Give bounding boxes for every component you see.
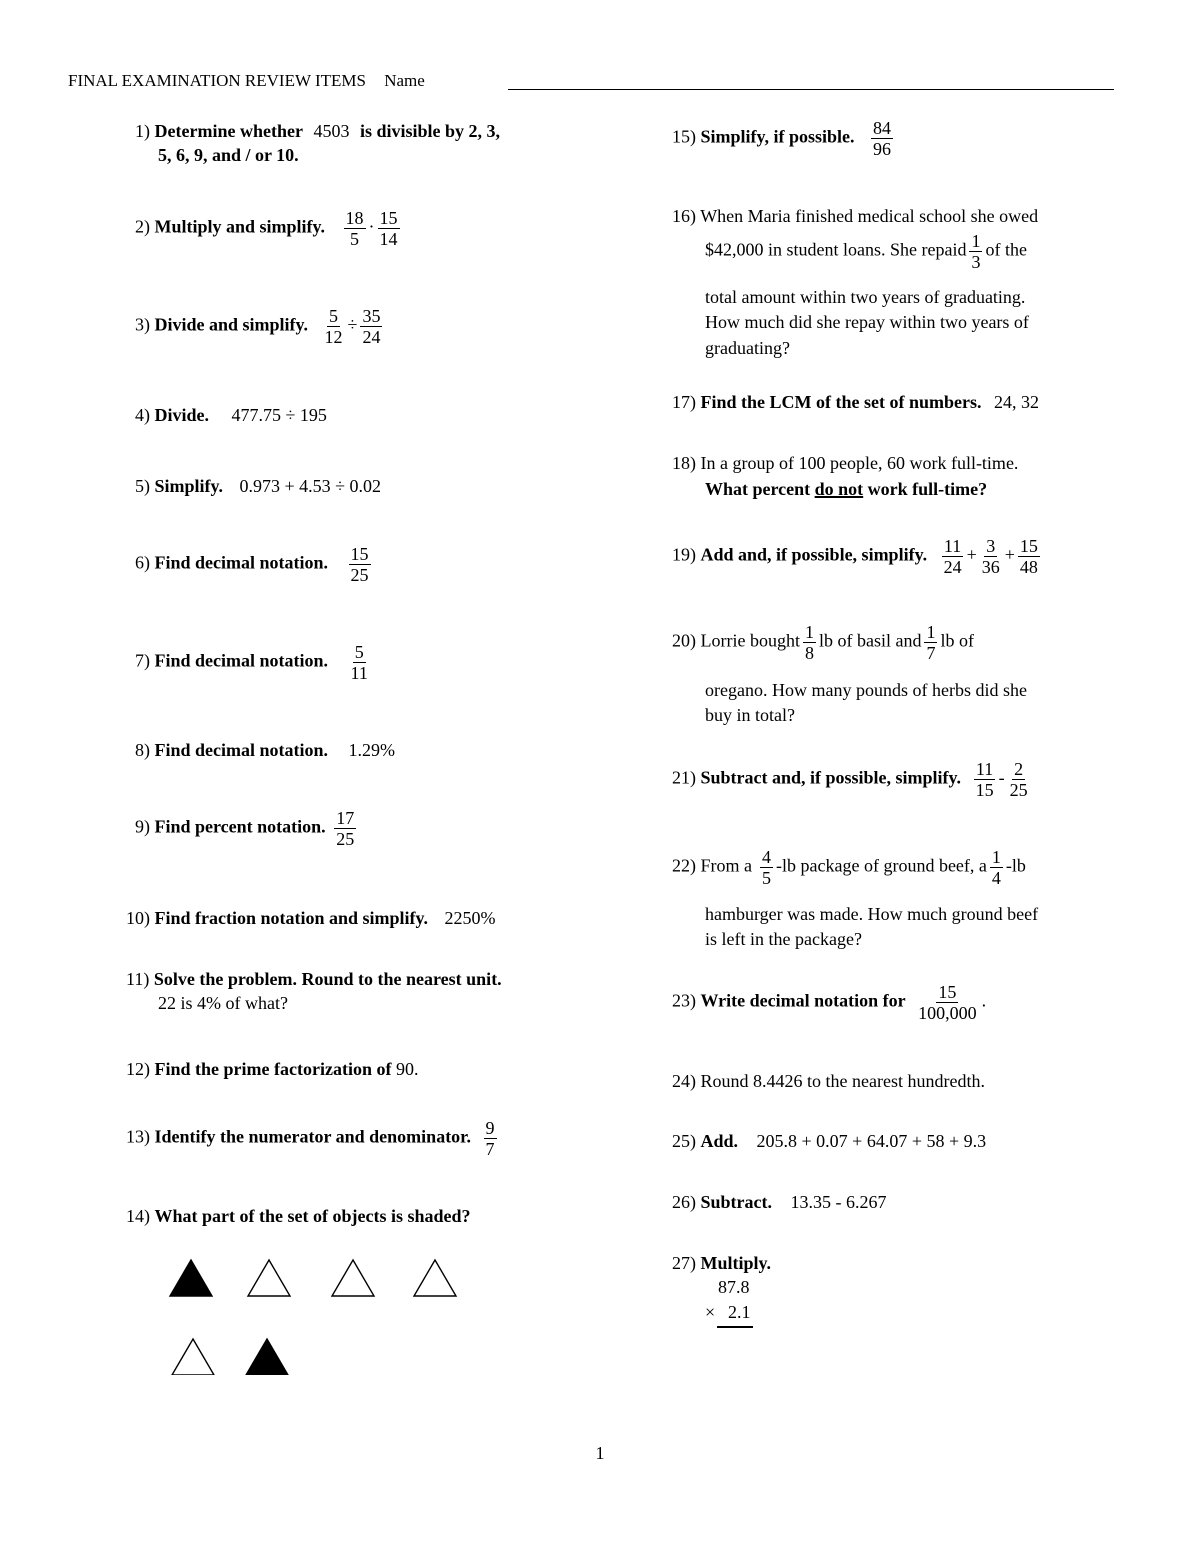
question-4: 4) Divide. 477.75 ÷ 195	[135, 405, 327, 425]
question-3: 3) Divide and simplify. $\frac{5}{12}$ ÷ $\frac{35}{24}$	[135, 306, 381, 347]
shaded-triangle	[246, 1339, 288, 1375]
question-16-line-4: How much did she repay within two years of	[705, 312, 1029, 332]
fraction: $\frac{15}{100,000}$	[918, 982, 977, 1023]
exam-title: FINAL EXAMINATION REVIEW ITEMS	[68, 71, 366, 90]
question-15: 15) Simplify, if possible. $\frac{84}{96}$	[672, 118, 892, 159]
name-label: Name	[384, 71, 425, 90]
shaded-triangle	[170, 1260, 212, 1296]
multiplier: 2.1	[728, 1302, 751, 1322]
question-5: 5) Simplify. 0.973 + 4.53 ÷ 0.02	[135, 476, 382, 496]
question-20: 20) Lorrie bought $\frac{1}{8}$ lb of basil and $\frac{1}{7}$ lb of	[672, 622, 974, 663]
page-title	[68, 70, 425, 92]
question-16-line-3: total amount within two years of graduating.	[705, 287, 1026, 307]
fraction: $\frac{11}{15}$	[975, 759, 994, 800]
fraction: $\frac{5}{12}$	[324, 306, 343, 347]
triangle-set	[160, 1245, 480, 1375]
question-19: 19) Add and, if possible, simplify. $\frac{11}{24}$ + $\frac{3}{36}$ + $\frac{15}{48}$	[672, 536, 1038, 577]
fraction: $\frac{1}{8}$	[804, 622, 814, 663]
name-field-line[interactable]	[508, 89, 1114, 90]
question-7: 7) Find decimal notation. $\frac{5}{11}$	[135, 642, 368, 683]
fraction: $\frac{9}{7}$	[485, 1118, 495, 1159]
fraction: $\frac{3}{36}$	[981, 536, 1000, 577]
question-10: 10) Find fraction notation and simplify. 2250%	[126, 908, 496, 928]
question-16-line-5: graduating?	[705, 338, 790, 358]
question-12: 12) Find the prime factorization of 90.	[126, 1059, 419, 1079]
question-13: 13) Identify the numerator and denominator. $\frac{9}{7}$	[126, 1118, 495, 1159]
question-18-line-2: What percent do not work full-time?	[705, 479, 988, 499]
question-16: 16) When Maria finished medical school she owed	[672, 206, 1039, 226]
question-9: 9) Find percent notation. $\frac{17}{25}$	[135, 808, 355, 849]
question-20-line-2: oregano. How many pounds of herbs did she	[705, 680, 1027, 700]
question-22: 22) From a $\frac{4}{5}$ -lb package of ground beef, a $\frac{1}{4}$ -lb	[672, 847, 1026, 888]
question-27: 27) Multiply.	[672, 1253, 772, 1273]
question-23: 23) Write decimal notation for $\frac{15}{100,000}$ .	[672, 982, 987, 1023]
question-6: 6) Find decimal notation. $\frac{15}{25}$	[135, 544, 369, 585]
unshaded-triangle	[332, 1260, 374, 1296]
fraction: $\frac{11}{24}$	[943, 536, 962, 577]
question-24: 24) Round 8.4426 to the nearest hundredth.	[672, 1071, 985, 1091]
question-21: 21) Subtract and, if possible, simplify. $\frac{11}{15}$ - $\frac{2}{25}$	[672, 759, 1028, 800]
question-16-line-2: $42,000 in student loans. She repaid $\frac{1}{3}$ of the	[705, 231, 1027, 272]
unshaded-triangle	[414, 1260, 456, 1296]
multiply-sign: ×	[705, 1302, 716, 1322]
emphasis-underline: do not	[814, 479, 864, 499]
fraction: $\frac{1}{7}$	[926, 622, 936, 663]
question-22-line-3: is left in the package?	[705, 929, 862, 949]
question-26: 26) Subtract. 13.35 - 6.267	[672, 1192, 887, 1212]
question-25: 25) Add. 205.8 + 0.07 + 64.07 + 58 + 9.3	[672, 1131, 987, 1151]
question-18: 18) In a group of 100 people, 60 work full-time.	[672, 453, 1019, 473]
question-1-line-2: 5, 6, 9, and / or 10.	[158, 145, 299, 165]
question-17: 17) Find the LCM of the set of numbers. 24, 32	[672, 392, 1039, 412]
fraction: $\frac{35}{24}$	[362, 306, 381, 347]
question-14: 14) What part of the set of objects is shaded?	[126, 1206, 471, 1226]
fraction: $\frac{4}{5}$	[762, 847, 771, 888]
fraction: $\frac{18}{5}$	[345, 208, 364, 249]
question-22-line-2: hamburger was made. How much ground beef	[705, 904, 1039, 924]
multiplicand: 87.8	[718, 1277, 750, 1297]
question-20-line-3: buy in total?	[705, 705, 795, 725]
fraction: $\frac{84}{96}$	[873, 118, 892, 159]
page-number: 1	[595, 1443, 605, 1463]
fraction: $\frac{1}{4}$	[991, 847, 1001, 888]
fraction: $\frac{15}{25}$	[350, 544, 369, 585]
question-8: 8) Find decimal notation. 1.29%	[135, 740, 396, 760]
fraction: $\frac{1}{3}$	[971, 231, 981, 272]
question-1: 1) Determine whether 4503 is divisible by 2, 3,	[135, 121, 500, 141]
fraction: $\frac{15}{48}$	[1019, 536, 1038, 577]
unshaded-triangle	[172, 1339, 214, 1375]
product-line	[717, 1326, 753, 1328]
unshaded-triangle	[248, 1260, 290, 1296]
fraction: $\frac{15}{14}$	[379, 208, 398, 249]
question-11-line-2: 22 is 4% of what?	[158, 993, 288, 1013]
fraction: $\frac{5}{11}$	[350, 642, 368, 683]
fraction: $\frac{17}{25}$	[336, 808, 355, 849]
question-2: 2) Multiply and simplify. $\frac{18}{5}$ · $\frac{15}{14}$	[135, 208, 398, 249]
question-11: 11) Solve the problem. Round to the nearest unit.	[126, 969, 502, 989]
fraction: $\frac{2}{25}$	[1009, 759, 1028, 800]
